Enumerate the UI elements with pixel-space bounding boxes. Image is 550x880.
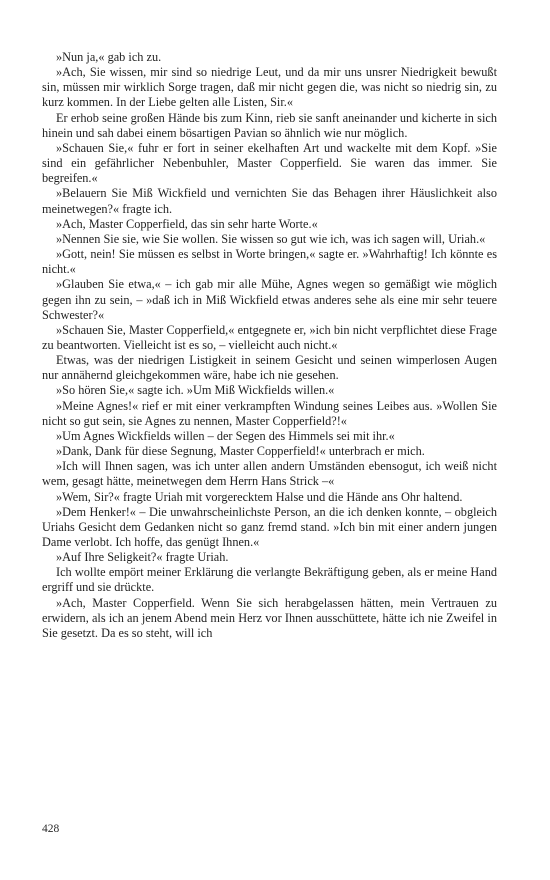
paragraph: »So hören Sie,« sagte ich. »Um Miß Wickfields willen.«: [56, 383, 335, 398]
paragraph: »Auf Ihre Seligkeit?« fragte Uriah.: [56, 550, 229, 565]
paragraph: »Ach, Master Copperfield, das sin sehr harte Worte.«: [56, 216, 318, 231]
body-text: [42, 50, 497, 641]
paragraph: »Dank, Dank für diese Segnung, Master Copperfield!« unterbrach er mich.: [56, 444, 425, 459]
paragraph: »Schauen Sie,« fuhr er fort in seiner ekelhaften Art und wackelte mit dem Kopf. »Sie sind ein gefährlicher Nebenbuhler, Master Copperfield. Sie waren das immer. Sie begreifen.«: [42, 140, 497, 186]
paragraph: »Wem, Sir?« fragte Uriah mit vorgerecktem Halse und die Hände ans Ohr haltend.: [56, 489, 463, 504]
paragraph: »Ach, Master Copperfield. Wenn Sie sich herabgelassen hätten, mein Vertrauen zu erwidern, als ich an jenem Abend mein Herz vor Ihnen ausschüttete, hätte ich nie Zweifel in Sie gesetzt. Da es so steht, will ich: [42, 595, 497, 640]
paragraph: »Schauen Sie, Master Copperfield,« entgegnete er, »ich bin nicht verpflichtet diese Frage zu beantworten. Vielleicht ist es so, – vielleicht auch nicht.«: [42, 322, 497, 352]
paragraph: »Um Agnes Wickfields willen – der Segen des Himmels sei mit ihr.«: [56, 428, 395, 443]
paragraph: »Gott, nein! Sie müssen es selbst in Worte bringen,« sagte er. »Wahrhaftig! Ich könnte es nicht.«: [42, 247, 497, 277]
paragraph: »Ich will Ihnen sagen, was ich unter allen andern Umständen ebensogut, ich weiß nicht wem, gesagt hätte, meinetwegen dem Herrn Hans Strick –«: [42, 459, 497, 489]
paragraph: »Glauben Sie etwa,« – ich gab mir alle Mühe, Agnes wegen so gemäßigt wie möglich gegen ihn zu sein, – »daß ich in Miß Wickfield etwas anderes sehe als eine mir sehr teuere Schwester?«: [42, 277, 497, 322]
paragraph: »Meine Agnes!« rief er mit einer verkrampften Windung seines Leibes aus. »Wollen Sie nicht so gut sein, sie Agnes zu nennen, Master Copperfield?!«: [42, 398, 497, 428]
paragraph: »Nennen Sie sie, wie Sie wollen. Sie wissen so gut wie ich, was ich sagen will, Uriah.«: [56, 231, 486, 246]
paragraph: »Nun ja,« gab ich zu.: [56, 50, 162, 64]
paragraph: Er erhob seine großen Hände bis zum Kinn, rieb sie sanft aneinander und kicherte in sich hinein und sah dabei einem bösartigen Pavian so ähnlich wie nur möglich.: [42, 110, 497, 140]
paragraph: »Dem Henker!« – Die unwahrscheinlichste Person, an die ich denken konnte, – obgleich Uriahs Gesicht dem Gedanken nicht so ganz fremd stand. »Ich bin mit einer andern jungen Dame verlobt. Ich hoffe, das genügt Ihnen.«: [42, 504, 497, 549]
paragraph: Etwas, was der niedrigen Listigkeit in seinem Gesicht und seinen wimperlosen Augen nur annähernd gleichgekommen wäre, habe ich nie gesehen.: [42, 353, 497, 383]
paragraph: Ich wollte empört meiner Erklärung die verlangte Bekräftigung geben, als er meine Hand ergriff und sie drückte.: [42, 565, 497, 595]
page-number: 428: [42, 823, 60, 835]
paragraph: »Ach, Sie wissen, mir sind so niedrige Leut, und da mir uns unsrer Niedrigkeit bewußt sin, müssen mir wirklich Sorge tragen, daß mir nicht gegen die, was nicht so niedrig sin, zu kurz kommen. In der Liebe gelten alle Listen, Sir.«: [42, 65, 497, 110]
paragraph: »Belauern Sie Miß Wickfield und vernichten Sie das Behagen ihrer Häuslichkeit also meinetwegen?« fragte ich.: [42, 186, 497, 216]
